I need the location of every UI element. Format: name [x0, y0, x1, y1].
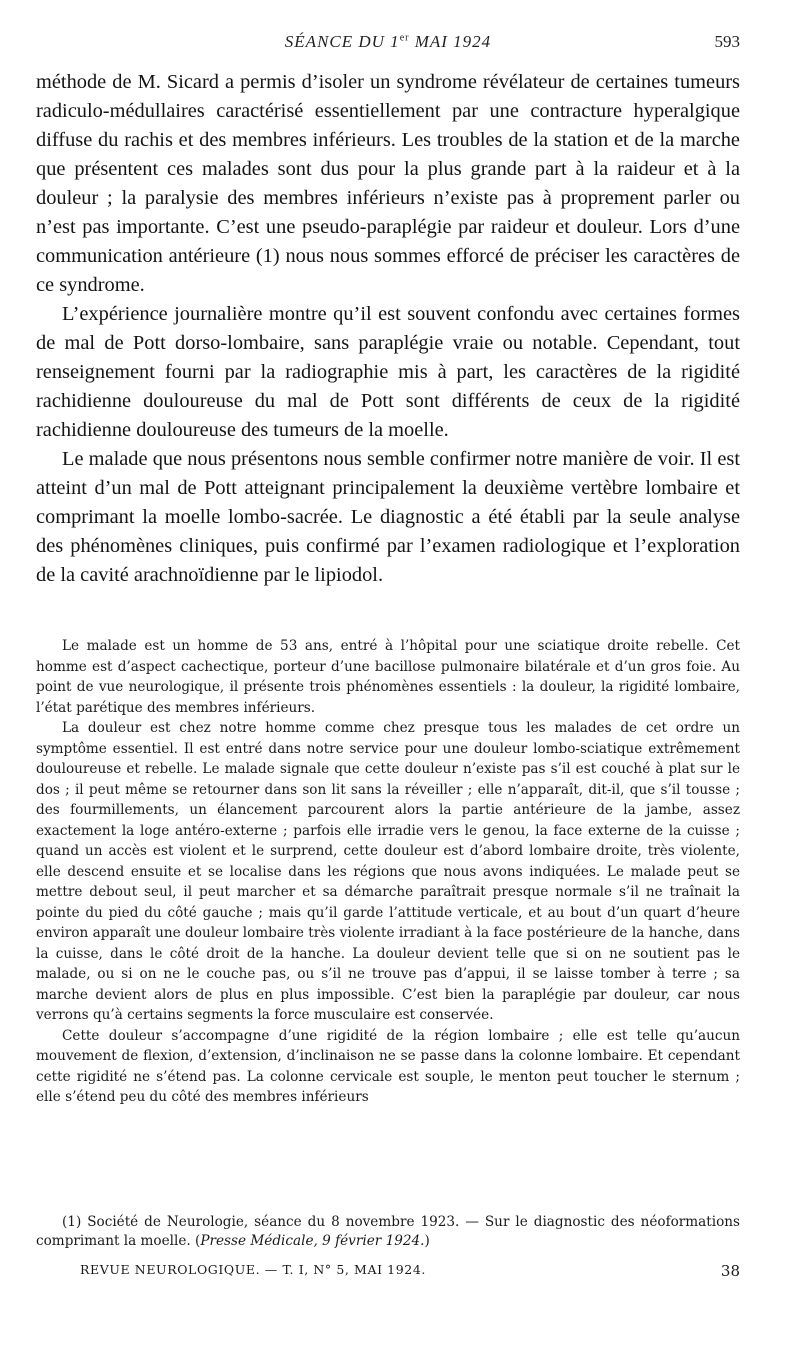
footnote-citation: Presse Médicale, 9 février 1924.	[200, 1233, 425, 1249]
footnote-text: (1) Société de Neurologie, séance du 8 novembre 1923. — Sur le diagnostic des néoformations comprimant la moelle. (	[36, 1214, 740, 1249]
page-number: 593	[714, 32, 740, 51]
case-paragraph-1: Le malade est un homme de 53 ans, entré à l’hôpital pour une sciatique droite rebelle. Cet homme est d’aspect cachectique, porteur d’une bacillose pulmonaire bilatérale et d’un gros foie. Au point de vue neurologique, il présente trois phénomènes essentiels : la douleur, la rigidité lombaire, l’état parétique des membres inférieurs.	[36, 638, 740, 716]
case-paragraph-2: La douleur est chez notre homme comme chez presque tous les malades de cet ordre un symptôme essentiel. Il est entré dans notre service pour une douleur lombo-sciatique extrêmement douloureuse et rebelle. Le malade signale que cette douleur n’existe pas s’il est couché à plat sur le dos ; il peut même se retourner dans son lit sans la réveiller ; elle n’apparaît, dit-il, que s’il tousse ; des fourmillements, un élancement parcourent alors la partie antérieure de la jambe, assez exactement la loge antéro-externe ; parfois elle irradie vers le genou, la face externe de la cuisse ; quand un accès est violent et le surprend, cette douleur est d’abord lombaire droite, très violente, elle descend ensuite et se localise dans les régions que nous avons indiquées. Le malade peut se mettre debout seul, il peut marcher et sa démarche paraîtrait presque normale s’il ne traînait la pointe du pied du côté gauche ; mais qu’il garde l’attitude verticale, et au bout d’un quart d’heure environ apparaît une douleur lombaire très violente irradiant à la face postérieure de la hanche, dans la cuisse, dans le côté droit de la hanche. La douleur devient telle que si on ne soutient pas le malade, ou si on ne le couche pas, ou s’il ne trouve pas d’appui, il se laisse tomber à terre ; sa marche devient alors de plus en plus impossible. C’est bien la paraplégie par douleur, car nous verrons qu’à certains segments la force musculaire est conservée.	[36, 720, 740, 1023]
main-text	[36, 68, 740, 590]
running-header	[36, 32, 740, 56]
journal-footer	[36, 1262, 740, 1284]
paragraph-2: L’expérience journalière montre qu’il est souvent confondu avec certaines formes de mal de Pott dorso-lombaire, sans paraplégie vraie ou notable. Cependant, tout renseignement fourni par la radiographie mis à part, les caractères de la rigidité rachidienne douloureuse du mal de Pott sont différents de ceux de la rigidité rachidienne douloureuse des tumeurs de la moelle.	[36, 303, 740, 441]
sheet-number: 38	[720, 1262, 740, 1280]
case-paragraph-3: Cette douleur s’accompagne d’une rigidité de la région lombaire ; elle est telle qu’aucun mouvement de flexion, d’extension, d’inclinaison ne se passe dans la colonne lombaire. Et cependant cette rigidité ne s’étend pas. La colonne cervicale est souple, le menton peut toucher le sternum ; elle s’étend peu du côté des membres inférieurs	[36, 1027, 740, 1105]
footnote	[36, 1213, 740, 1251]
case-report	[36, 636, 740, 1108]
running-title-date: MAI 1924	[409, 32, 492, 51]
running-title-superscript: er	[399, 32, 410, 44]
running-title-main: SÉANCE DU 1	[284, 32, 400, 51]
paragraph-3: Le malade que nous présentons nous semble confirmer notre manière de voir. Il est atteint d’un mal de Pott atteignant principalement la deuxième vertèbre lombaire et comprimant la moelle lombo-sacrée. Le diagnostic a été établi par la seule analyse des phénomènes cliniques, puis confirmé par l’examen radiologique et l’exploration de la cavité arachnoïdienne par le lipiodol.	[36, 448, 740, 586]
journal-signature: REVUE NEUROLOGIQUE. — T. I, N° 5, MAI 1924.	[80, 1262, 426, 1277]
footnote-close: )	[424, 1233, 430, 1249]
running-title	[36, 32, 740, 52]
paragraph-1: méthode de M. Sicard a permis d’isoler un syndrome révélateur de certaines tumeurs radiculo-médullaires caractérisé essentiellement par une contracture hyperalgique diffuse du rachis et des membres inférieurs. Les troubles de la station et de la marche que présentent ces malades sont dus pour la plus grande part à la raideur et à la douleur ; la paralysie des membres inférieurs n’existe pas à proprement parler ou n’est pas importante. C’est une pseudo-paraplégie par raideur et douleur. Lors d’une communication antérieure (1) nous nous sommes efforcé de préciser les caractères de ce syndrome.	[36, 71, 740, 296]
